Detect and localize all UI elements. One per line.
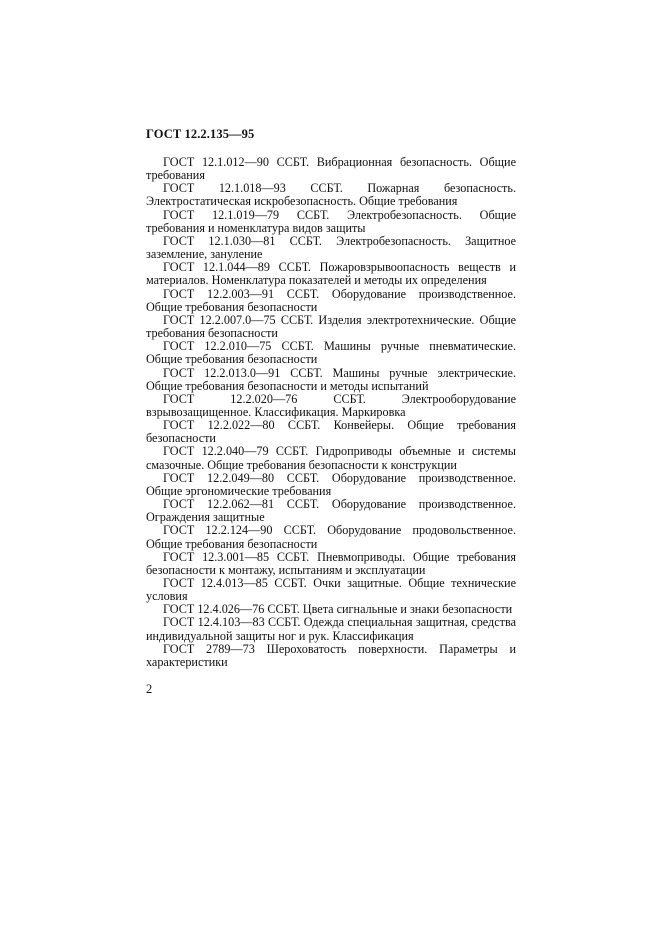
reference-item: ГОСТ 12.2.049—80 ССБТ. Оборудование производственное. Общие эргономические требования [146,470,516,498]
reference-item: ГОСТ 12.1.044—89 ССБТ. Пожаровзрывоопасность веществ и материалов. Номенклатура показателей и методы их определения [146,260,516,288]
reference-item: ГОСТ 12.1.030—81 ССБТ. Электробезопасность. Защитное заземление, зануление [146,233,516,262]
document-header: ГОСТ 12.2.135—95 [146,127,255,141]
reference-item: ГОСТ 12.2.010—75 ССБТ. Машины ручные пневматические. Общие требования безопасности [146,339,516,367]
reference-item: ГОСТ 12.2.022—80 ССБТ. Конвейеры. Общие требования безопасности [146,418,516,446]
page-number: 2 [146,682,153,696]
reference-list [146,156,516,669]
reference-item: ГОСТ 12.2.020—76 ССБТ. Электрооборудование взрывозащищенное. Классификация. Маркировка [146,391,516,419]
reference-item: ГОСТ 12.2.007.0—75 ССБТ. Изделия электротехнические. Общие требования безопасности [146,312,516,341]
reference-item: ГОСТ 12.2.003—91 ССБТ. Оборудование производственное. Общие требования безопасности [146,286,516,314]
reference-item: ГОСТ 12.4.103—83 ССБТ. Одежда специальная защитная, средства индивидуальной защиты ног и рук. Классификация [146,615,516,643]
reference-item: ГОСТ 12.1.019—79 ССБТ. Электробезопасность. Общие требования и номенклатура видов защиты [146,207,516,235]
reference-item: ГОСТ 12.4.013—85 ССБТ. Очки защитные. Общие технические условия [146,576,516,604]
reference-item: ГОСТ 12.2.040—79 ССБТ. Гидроприводы объемные и системы смазочные. Общие требования безопасности к конструкции [146,444,516,472]
reference-item: ГОСТ 12.2.062—81 ССБТ. Оборудование производственное. Ограждения защитные [146,497,516,525]
reference-item: ГОСТ 12.2.013.0—91 ССБТ. Машины ручные электрические. Общие требования безопасности и методы испытаний [146,365,516,393]
reference-item: ГОСТ 12.4.026—76 ССБТ. Цвета сигнальные и знаки безопасности [163,602,513,617]
reference-item: ГОСТ 2789—73 Шероховатость поверхности. Параметры и характеристики [146,641,516,669]
reference-item: ГОСТ 12.2.124—90 ССБТ. Оборудование продовольственное. Общие требования безопасности [146,523,516,551]
reference-item: ГОСТ 12.3.001—85 ССБТ. Пневмоприводы. Общие требования безопасности к монтажу, испытаниям и эксплуатации [146,549,516,577]
reference-item: ГОСТ 12.1.018—93 ССБТ. Пожарная безопасность. Электростатическая искробезопасность. Общие требования [146,181,516,209]
reference-item: ГОСТ 12.1.012—90 ССБТ. Вибрационная безопасность. Общие требования [146,155,516,183]
